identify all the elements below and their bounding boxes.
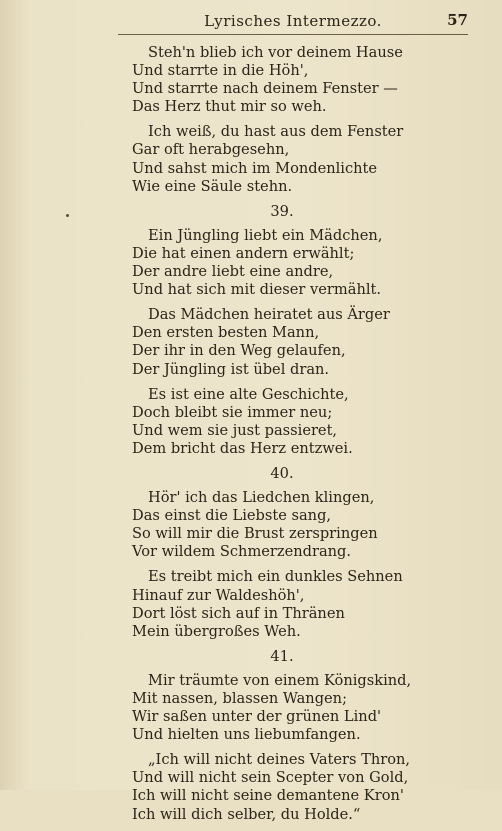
stanza xyxy=(132,44,462,116)
verse-line: Dem bricht das Herz entzwei. xyxy=(132,439,353,457)
verse-line: „Ich will nicht deines Vaters Thron, xyxy=(148,751,411,769)
verse-line: Das einst die Liebste sang, xyxy=(132,507,332,525)
verse-line: Vor wildem Schmerzendrang. xyxy=(132,543,352,561)
verse-line: Und starrte in die Höh', xyxy=(132,62,309,80)
verse-line: Es ist eine alte Geschichte, xyxy=(148,385,349,403)
verse-line: Und starrte nach deinem Fenster — xyxy=(132,80,398,98)
verse-line: Die hat einen andern erwählt; xyxy=(132,244,355,262)
verse-line: Und hielten uns liebumfangen. xyxy=(132,726,361,744)
verse-line: Steh'n blieb ich vor deinem Hause xyxy=(148,44,403,61)
verse-line: Der andre liebt eine andre, xyxy=(132,263,334,281)
verse-line: Der Jüngling ist übel dran. xyxy=(132,360,330,378)
verse-line: Der ihr in den Weg gelaufen, xyxy=(132,342,346,360)
verse-line: Mit nassen, blassen Wangen; xyxy=(132,690,347,707)
verse-line: Und will nicht sein Scepter von Gold, xyxy=(132,769,409,787)
verse-line: So will mir die Brust zerspringen xyxy=(132,525,378,543)
verse-line: Mir träumte von einem Königskind, xyxy=(148,671,412,689)
poem-text xyxy=(132,44,462,831)
verse-line: Gar oft herabgesehn, xyxy=(132,141,290,159)
verse-line: Ich will dich selber, du Holde.“ xyxy=(132,805,361,823)
verse-line: Hinauf zur Waldeshöh', xyxy=(132,586,305,604)
poem-number: 41. xyxy=(270,647,294,665)
verse-line: Hör' ich das Liedchen klingen, xyxy=(148,489,375,507)
stanza xyxy=(132,568,462,640)
verse-line: Es treibt mich ein dunkles Sehnen xyxy=(148,568,403,586)
verse-line: Das Herz thut mir so weh. xyxy=(132,98,327,116)
page-number: 57 xyxy=(447,11,468,29)
stanza xyxy=(132,672,462,744)
verse-line: Wie eine Säule stehn. xyxy=(132,177,293,195)
verse-line: Ich will nicht seine demantene Kron' xyxy=(132,787,404,805)
paper-speck xyxy=(66,214,69,217)
stanza xyxy=(132,751,462,823)
verse-line: Das Mädchen heiratet aus Ärger xyxy=(148,306,390,324)
verse-line: Und wem sie just passieret, xyxy=(132,421,338,439)
verse-line: Ich weiß, du hast aus dem Fenster xyxy=(148,123,404,141)
poem-number: 40. xyxy=(270,464,294,482)
poem-number: 39. xyxy=(270,202,294,220)
verse-line: Dort löst sich auf in Thränen xyxy=(132,604,345,622)
verse-line: Wir saßen unter der grünen Lind' xyxy=(132,708,382,726)
stanza xyxy=(132,306,462,378)
verse-line: Und sahst mich im Mondenlichte xyxy=(132,159,378,177)
stanza xyxy=(132,489,462,561)
verse-line: Und hat sich mit dieser vermählt. xyxy=(132,281,382,299)
verse-line: Mein übergroßes Weh. xyxy=(132,622,301,640)
verse-line: Den ersten besten Mann, xyxy=(132,324,320,342)
verse-line: Doch bleibt sie immer neu; xyxy=(132,403,333,421)
stanza xyxy=(132,386,462,458)
stanza xyxy=(132,123,462,195)
running-title: Lyrisches Intermezzo. xyxy=(204,12,382,30)
stanza xyxy=(132,227,462,299)
verse-line: Ein Jüngling liebt ein Mädchen, xyxy=(148,226,383,244)
running-header xyxy=(118,12,468,35)
